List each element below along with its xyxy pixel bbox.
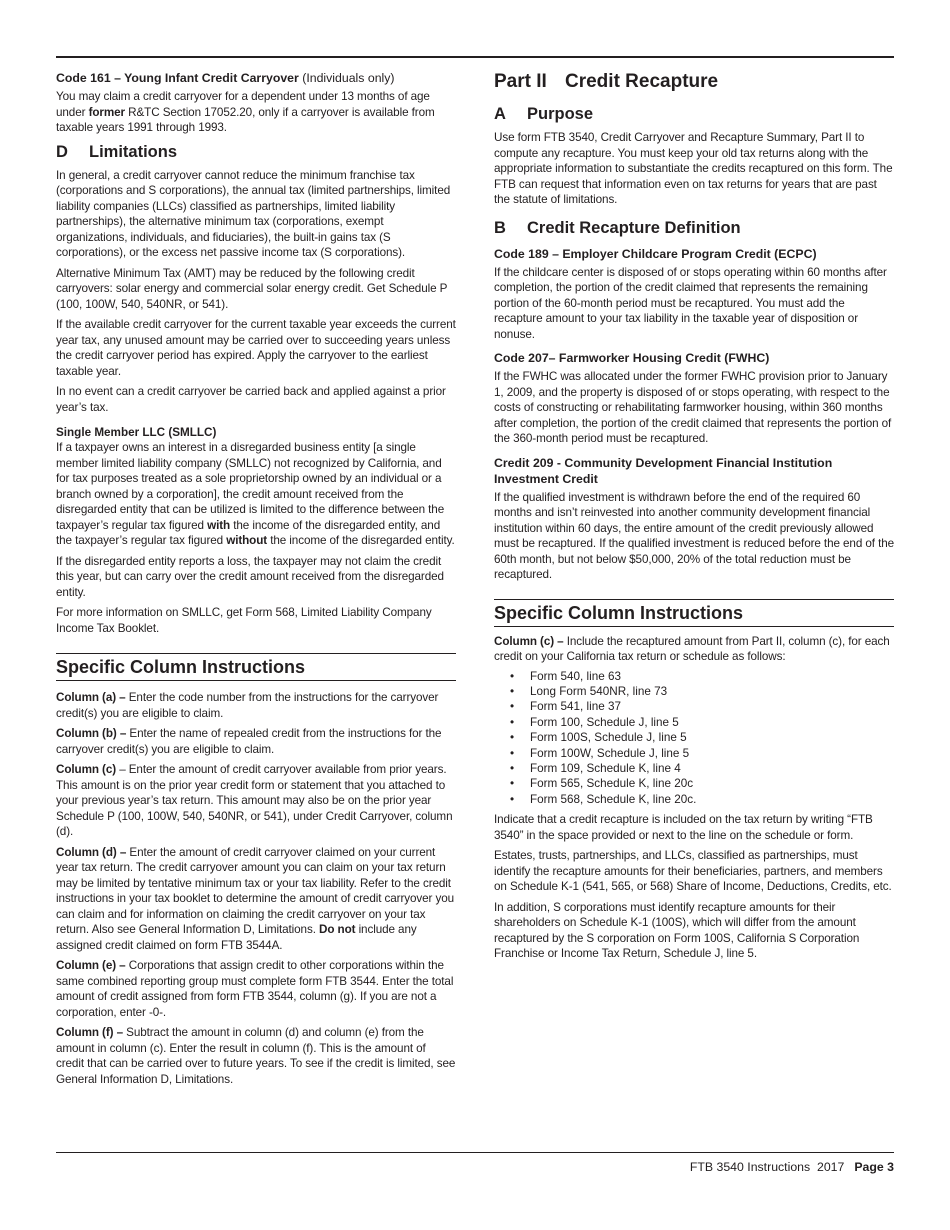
top-rule — [56, 56, 894, 58]
code-207-heading: Code 207– Farmworker Housing Credit (FWHC) — [494, 351, 770, 365]
list-item: • Form 565, Schedule K, line 20c — [510, 776, 894, 791]
left-column — [56, 70, 456, 1092]
list-item: • Form 100W, Schedule J, line 5 — [510, 746, 894, 761]
smllc-heading: Single Member LLC (SMLLC) — [56, 426, 217, 439]
credit-209-heading: Credit 209 - Community Development Financial Institution Investment Credit — [494, 455, 833, 486]
code-207-paragraph: If the FWHC was allocated under the former FWHC provision prior to January 1, 2009, and the property is disposed of or stops operating, with respect to the costs of constructing or rehabilitating farmworker housing, within 360 months after completion, the portion of the credit claimed that represents the portion of the 360-month period must be recaptured. — [494, 370, 892, 445]
column-b-instruction: Column (b) – Enter the name of repealed credit from the instructions for the carryover credit(s) you are eligible to claim. — [56, 727, 442, 756]
limitations-paragraph-1: In general, a credit carryover cannot reduce the minimum franchise tax (corporations and S corporations), the annual tax (limited partnerships, limited liability companies (LLCs) classified as partnerships, limited liability partnerships), the alternative minimum tax (corporations, exempt organizations, individuals, and fiduciaries), the built-in gains tax (S corporations), or the excess net passive income tax (S corporations). — [56, 168, 451, 259]
code-189-paragraph: If the childcare center is disposed of or stops operating within 60 months after completion, the portion of the credit claimed that represents the remaining portion of the 60-month period must be recaptured. You must add the recapture amount to your tax liability in the taxable year of disposition or nonuse. — [494, 265, 887, 341]
credit-209-paragraph: If the qualified investment is withdrawn before the end of the required 60 months and isn’t reinvested into another community development financial institution within 60 days, the entire amount of the credit previously allowed must be recaptured. If the qualified investment is reduced before the end of the 60th month, but not below $50,000, 20% of the total reduction must be recaptured. — [494, 490, 895, 581]
column-c-instruction: Column (c) – Enter the amount of credit carryover available from prior years. This amount is on the prior year credit form or statement that you attached to your previous year’s tax return. This amount may also be on the prior year Schedule P (100, 100W, 540, 540NR, or 541), under Credit Carryover, column (d). — [56, 763, 453, 838]
list-item: • Form 541, line 37 — [510, 699, 894, 714]
page-footer — [690, 1159, 894, 1175]
smllc-loss-paragraph: If the disregarded entity reports a loss, the taxpayer may not claim the credit this year, but can carry over the credit amount received from the disregarded entity. — [56, 554, 444, 599]
column-f-instruction: Column (f) – Subtract the amount in column (d) and column (e) from the amount in column (c). Enter the result in column (f). This is the amount of credit that can be carried over to future years. To see if the credit is limited, see General Information D, Limitations. — [56, 1026, 456, 1086]
smllc-paragraph: If a taxpayer owns an interest in a disregarded business entity [a single member limited liability company (SMLLC) not recognized by California, and for tax purposes treated as a sole proprietorship owned by an individual or a branch owned by a corporation], the credit amount received from the disregarded entity that can be utilized is limited to the difference between the taxpayer’s regular tax figured with the income of the disregarded entity, and the taxpayer’s regular tax figured without the income of the disregarded entity. — [56, 441, 455, 547]
purpose-paragraph: Use form FTB 3540, Credit Carryover and Recapture Summary, Part II to compute any recapture. You must keep your old tax returns along with the appropriate information to substantiate the credits recaptured on this form. The FTB can request that information even on tax returns for years that are past the statute of limitations. — [494, 131, 893, 206]
list-item: • Long Form 540NR, line 73 — [510, 684, 894, 699]
list-item: • Form 540, line 63 — [510, 669, 894, 684]
right-column — [494, 68, 894, 967]
specific-column-instructions-heading-right: Specific Column Instructions — [494, 599, 894, 627]
limitations-paragraph-3: If the available credit carryover for the current taxable year exceeds the current year tax, any unused amount may be carried over to succeeding years unless the credit carryover period has expired. Apply the carryover to the earliest taxable year. — [56, 318, 456, 378]
recapture-k1-paragraph: Estates, trusts, partnerships, and LLCs, classified as partnerships, must identify the recapture amounts for their beneficiaries, partners, and members on Schedule K-1 (541, 565, or 568) Share of Income, Deductions, Credits, etc. — [494, 849, 892, 894]
list-item: • Form 568, Schedule K, line 20c. — [510, 792, 894, 807]
column-e-instruction: Column (e) – Corporations that assign credit to other corporations within the same combined reporting group must complete form FTB 3544. Enter the total amount of credit assigned from form FTB 3544, column (g). If you are not a corporation, enter -0-. — [56, 959, 454, 1019]
recapture-form-list — [494, 669, 894, 808]
list-item: • Form 100, Schedule J, line 5 — [510, 715, 894, 730]
purpose-heading: A Purpose — [494, 105, 594, 123]
limitations-heading: D Limitations — [56, 142, 178, 161]
specific-column-instructions-heading-left: Specific Column Instructions — [56, 653, 456, 681]
list-item: • Form 109, Schedule K, line 4 — [510, 761, 894, 776]
recapture-indicate-paragraph: Indicate that a credit recapture is included on the tax return by writing “FTB 3540” in the space provided or next to the line on the schedule or form. — [494, 813, 873, 842]
recapture-column-c-instruction: Column (c) – Include the recaptured amount from Part II, column (c), for each credit on your California tax return or schedule as follows: — [494, 634, 890, 663]
column-a-instruction: Column (a) – Enter the code number from the instructions for the carryover credit(s) you are eligible to claim. — [56, 691, 439, 720]
code-161-heading: Code 161 – Young Infant Credit Carryover (Individuals only) — [56, 71, 395, 85]
recapture-definition-heading: B Credit Recapture Definition — [494, 218, 741, 237]
page-number: Page 3 — [854, 1160, 894, 1174]
part-ii-heading: Part II Credit Recapture — [494, 71, 719, 92]
code-189-heading: Code 189 – Employer Childcare Program Credit (ECPC) — [494, 246, 817, 261]
footer-document-title: FTB 3540 Instructions 2017 — [689, 1160, 845, 1174]
column-d-instruction: Column (d) – Enter the amount of credit carryover claimed on your current year tax return. The credit carryover amount you can claim on your tax return may be limited by tentative minimum tax or your tax liability. Refer to the credit instructions in your tax booklet to determine the amount of credit carryover you can claim and for information on claiming the credit carryover on your tax return. Also see General Information D, Limitations. Do not include any assigned credit claimed on form FTB 3544A. — [56, 845, 455, 952]
limitations-paragraph-4: In no event can a credit carryover be carried back and applied against a prior year’s tax. — [56, 385, 446, 414]
list-item: • Form 100S, Schedule J, line 5 — [510, 730, 894, 745]
smllc-info-paragraph: For more information on SMLLC, get Form 568, Limited Liability Company Income Tax Booklet. — [56, 606, 432, 635]
bottom-rule — [56, 1152, 894, 1153]
code-161-text: You may claim a credit carryover for a dependent under 13 months of age under former R&TC Section 17052.20, only if a carryover is available from taxable years 1991 through 1993. — [56, 90, 435, 134]
recapture-s-corp-paragraph: In addition, S corporations must identify recapture amounts for their shareholders on Schedule K-1 (100S), which will differ from the amount recaptured by the S corporation on Form 100S, California S Corporation Franchise or Income Tax Return, Schedule J, line 5. — [494, 900, 860, 961]
limitations-paragraph-2: Alternative Minimum Tax (AMT) may be reduced by the following credit carryovers: solar energy and commercial solar energy credit. Get Schedule P (100, 100W, 540, 540NR, or 541). — [56, 266, 448, 311]
